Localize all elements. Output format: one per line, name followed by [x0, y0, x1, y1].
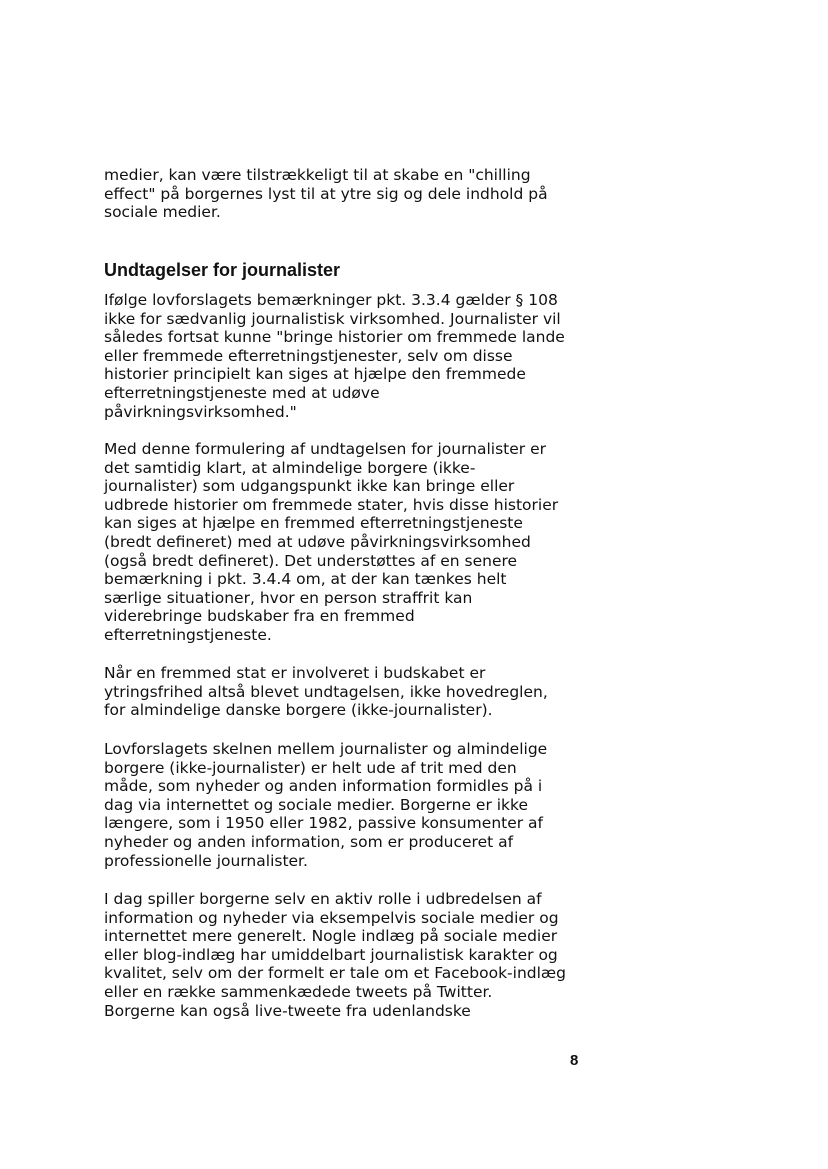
text-line: længere, som i 1950 eller 1982, passive konsumenter af: [104, 814, 544, 833]
text-line: Når en fremmed stat er involveret i budskabet er: [104, 664, 486, 682]
text-line: nyheder og anden information, som er produceret af: [104, 832, 514, 851]
paragraph-i-dag: [104, 890, 604, 1020]
text-line: kan siges at hjælpe en fremmed efterretningstjeneste: [104, 514, 523, 533]
paragraph-fremmed-stat: [104, 664, 604, 720]
text-line: Ifølge lovforslagets bemærkninger pkt. 3.3.4 gælder § 108: [104, 291, 558, 309]
text-line: dag via internettet og sociale medier. Borgerne er ikke: [104, 795, 528, 814]
text-line: ytringsfrihed altså blevet undtagelsen, ikke hovedreglen,: [104, 682, 548, 701]
text-line: professionelle journalister.: [104, 851, 308, 870]
text-line: for almindelige danske borgere (ikke-journalister).: [104, 701, 493, 720]
text-line: kvalitet, selv om der formelt er tale om et Facebook-indlæg: [104, 964, 566, 983]
text-line: Lovforslagets skelnen mellem journalister og almindelige: [104, 740, 548, 758]
text-line: historier principielt kan siges at hjælpe den fremmede: [104, 365, 526, 384]
text-line: eller fremmede efterretningstjenester, selv om disse: [104, 346, 513, 365]
text-line: eller en række sammenkædede tweets på Twitter.: [104, 982, 493, 1001]
text-line: sociale medier.: [104, 203, 221, 222]
text-line: borgere (ikke-journalister) er helt ude af trit med den: [104, 758, 517, 777]
text-line: information og nyheder via eksempelvis sociale medier og: [104, 908, 559, 927]
paragraph-intro: [104, 166, 604, 222]
text-line: (også bredt defineret). Det understøttes af en senere: [104, 551, 518, 570]
text-line: særlige situationer, hvor en person straffrit kan: [104, 588, 473, 607]
text-line: ikke for sædvanlig journalistisk virksomhed. Journalister vil: [104, 309, 561, 328]
text-line: medier, kan være tilstrækkeligt til at skabe en "chilling: [104, 166, 531, 184]
text-line: I dag spiller borgerne selv en aktiv rolle i udbredelsen af: [104, 890, 542, 908]
text-line: eller blog-indlæg har umiddelbart journalistisk karakter og: [104, 945, 558, 964]
text-line: Med denne formulering af undtagelsen for journalister er: [104, 440, 547, 458]
text-line: internettet mere generelt. Nogle indlæg på sociale medier: [104, 927, 558, 946]
text-line: journalister) som udgangspunkt ikke kan bringe eller: [104, 477, 515, 496]
text-line: påvirkningsvirksomhed.": [104, 402, 297, 421]
paragraph-lovforslag: [104, 291, 604, 421]
text-line: effect" på borgernes lyst til at ytre sig og dele indhold på: [104, 184, 548, 203]
text-line: udbrede historier om fremmede stater, hvis disse historier: [104, 495, 559, 514]
page-number: 8: [570, 1052, 579, 1069]
text-line: Borgerne kan også live-tweete fra udenlandske: [104, 1001, 471, 1020]
section-heading: Undtagelser for journalister: [104, 260, 341, 280]
text-line: bemærkning i pkt. 3.4.4 om, at der kan tænkes helt: [104, 570, 507, 589]
text-line: (bredt defineret) med at udøve påvirkningsvirksomhed: [104, 532, 531, 551]
text-line: viderebringe budskaber fra en fremmed: [104, 607, 415, 626]
text-line: det samtidig klart, at almindelige borgere (ikke-: [104, 458, 476, 477]
paragraph-skelnen: [104, 740, 604, 870]
text-line: efterretningstjeneste.: [104, 625, 272, 644]
text-line: måde, som nyheder og anden information formidles på i: [104, 777, 543, 796]
text-line: således fortsat kunne "bringe historier om fremmede lande: [104, 328, 565, 347]
paragraph-formulering: [104, 440, 604, 645]
text-line: efterretningstjeneste med at udøve: [104, 383, 380, 402]
